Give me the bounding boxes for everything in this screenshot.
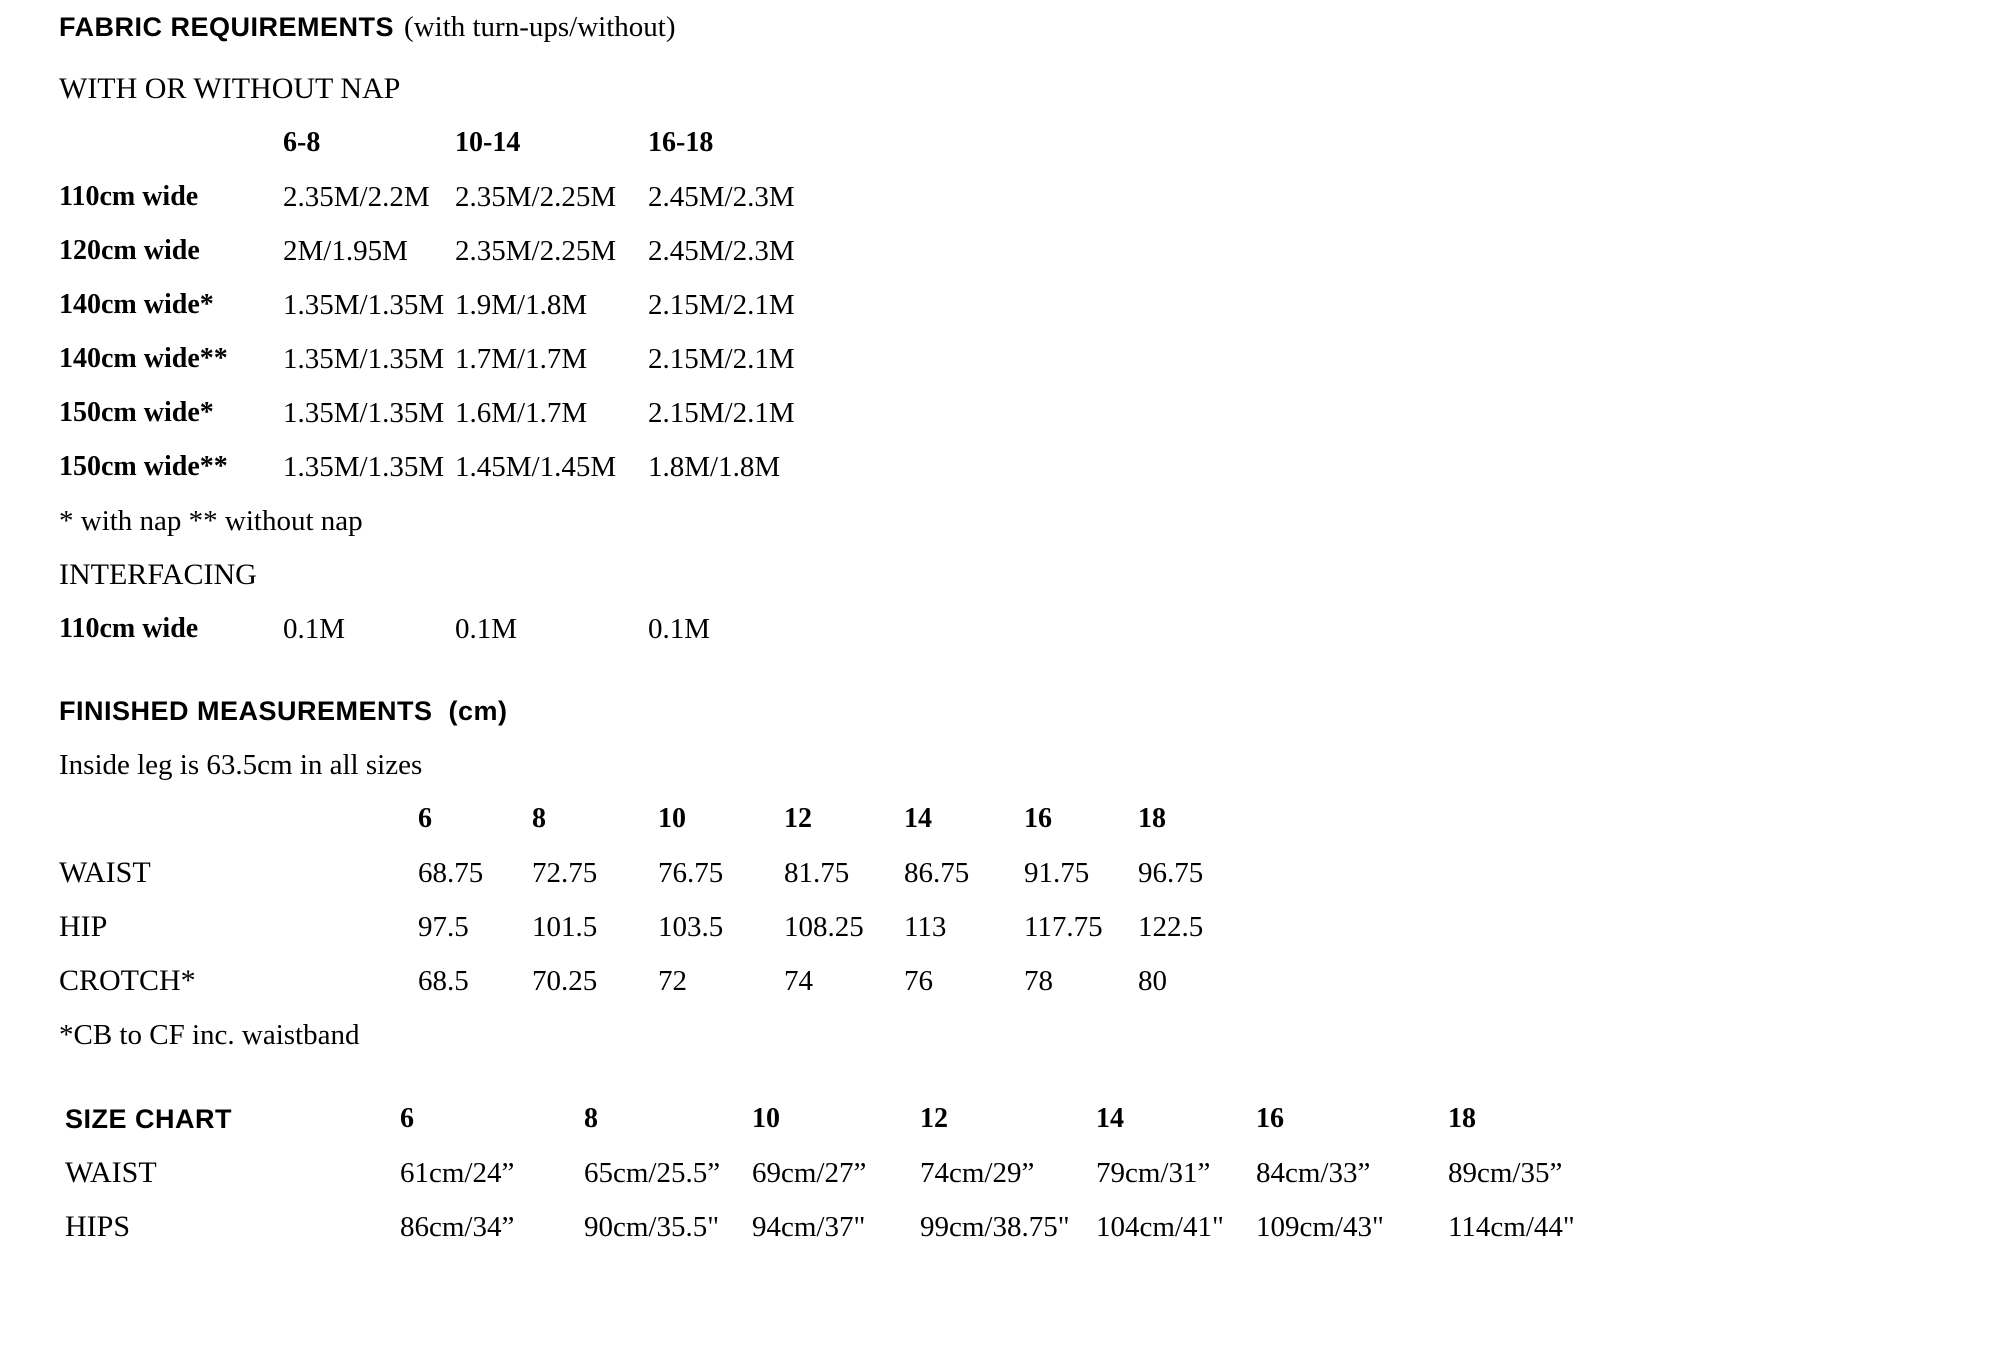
row-label: 110cm wide [59,613,199,644]
cell-value: 104cm/41" [1096,1210,1224,1243]
cell-value: 94cm/37" [752,1210,866,1243]
cell-value: 86cm/34” [400,1210,515,1243]
cell-value: 68.75 [418,856,484,889]
cell-value: 117.75 [1024,910,1103,943]
finished-measurements-table [59,792,2008,1008]
size-column-header-10: 10 [752,1103,780,1134]
interfacing-heading-row [59,548,2008,602]
cell-value: 0.1M [455,612,518,645]
interfacing-row-110cm [59,602,2008,656]
crotch-footnote: *CB to CF inc. waistband [59,1018,360,1051]
row-label: 140cm wide* [59,289,214,320]
cell-value: 78 [1024,964,1053,997]
cell-value: 72.75 [532,856,598,889]
finished-table-header-row [59,792,2008,846]
size-chart-table [59,1092,2008,1254]
size-column-header-14: 14 [1096,1103,1124,1134]
cell-value: 113 [904,910,947,943]
size-column-header-16: 16 [1256,1103,1284,1134]
size-column-header-12: 12 [920,1103,948,1134]
cell-value: 70.25 [532,964,598,997]
fabric-row-120cm [59,224,2008,278]
cell-value: 2.35M/2.25M [455,234,617,267]
cell-value: 81.75 [784,856,850,889]
cell-value: 72 [658,964,687,997]
size-chart-row-hips [59,1200,2008,1254]
nap-footnote-row [59,494,2008,548]
cell-value: 1.35M/1.35M [283,396,445,429]
cell-value: 0.1M [283,612,346,645]
size-chart-row-waist [59,1146,2008,1200]
nap-note: WITH OR WITHOUT NAP [59,72,401,105]
cell-value: 2.35M/2.25M [455,180,617,213]
size-column-header-18: 18 [1448,1103,1476,1134]
fabric-row-150cm-with-nap [59,386,2008,440]
cell-value: 2.15M/2.1M [648,342,795,375]
cell-value: 76 [904,964,933,997]
size-column-header-16: 16 [1024,803,1052,834]
cell-value: 2.15M/2.1M [648,288,795,321]
cell-value: 2.45M/2.3M [648,180,795,213]
cell-value: 103.5 [658,910,724,943]
cell-value: 1.35M/1.35M [283,288,445,321]
size-column-header-18: 18 [1138,803,1166,834]
cell-value: 122.5 [1138,910,1204,943]
size-column-header-6: 6 [418,803,432,834]
cell-value: 1.35M/1.35M [283,342,445,375]
fabric-row-140cm-without-nap [59,332,2008,386]
cell-value: 61cm/24” [400,1156,515,1189]
size-column-header-14: 14 [904,803,932,834]
cell-value: 74cm/29” [920,1156,1035,1189]
size-column-header-10: 10 [658,803,686,834]
cell-value: 97.5 [418,910,469,943]
fabric-requirements-title: FABRIC REQUIREMENTS [59,11,395,42]
row-label: HIP [59,910,108,943]
cell-value: 74 [784,964,813,997]
row-label: 150cm wide* [59,397,214,428]
cell-value: 68.5 [418,964,469,997]
fabric-row-150cm-without-nap [59,440,2008,494]
cell-value: 109cm/43" [1256,1210,1384,1243]
fabric-table-header-row [59,116,2008,170]
size-column-header-6-8: 6-8 [283,127,321,158]
inside-leg-note-row [59,738,2008,792]
size-chart-title: SIZE CHART [65,1103,232,1134]
nap-note-row [59,62,2008,116]
cell-value: 65cm/25.5” [584,1156,721,1189]
fabric-requirements-subtitle: (with turn-ups/without) [404,10,676,43]
row-label: CROTCH* [59,964,196,997]
size-column-header-8: 8 [532,803,546,834]
inside-leg-note: Inside leg is 63.5cm in all sizes [59,748,423,781]
cell-value: 80 [1138,964,1167,997]
finished-row-hip [59,900,2008,954]
row-label: WAIST [59,856,151,889]
cell-value: 2M/1.95M [283,234,408,267]
row-label: 150cm wide** [59,451,228,482]
cell-value: 84cm/33” [1256,1156,1371,1189]
finished-measurements-title: FINISHED MEASUREMENTS (cm) [59,695,508,726]
crotch-footnote-row [59,1008,2008,1062]
cell-value: 1.8M/1.8M [648,450,781,483]
cell-value: 91.75 [1024,856,1090,889]
cell-value: 96.75 [1138,856,1204,889]
cell-value: 99cm/38.75" [920,1210,1070,1243]
fabric-table [59,116,2008,494]
cell-value: 86.75 [904,856,970,889]
cell-value: 76.75 [658,856,724,889]
cell-value: 89cm/35” [1448,1156,1563,1189]
row-label: 140cm wide** [59,343,228,374]
cell-value: 2.15M/2.1M [648,396,795,429]
row-label: 110cm wide [59,181,199,212]
fabric-row-140cm-with-nap [59,278,2008,332]
cell-value: 79cm/31” [1096,1156,1211,1189]
cell-value: 2.35M/2.2M [283,180,430,213]
section-gap [59,1062,2008,1092]
size-column-header-12: 12 [784,803,812,834]
cell-value: 69cm/27” [752,1156,867,1189]
section-gap [59,656,2008,684]
cell-value: 114cm/44" [1448,1210,1575,1243]
row-label: HIPS [65,1210,131,1243]
fabric-requirements-header [59,0,2008,54]
size-column-header-8: 8 [584,1103,598,1134]
cell-value: 2.45M/2.3M [648,234,795,267]
size-column-header-16-18: 16-18 [648,127,714,158]
cell-value: 1.35M/1.35M [283,450,445,483]
interfacing-heading: INTERFACING [59,558,257,591]
fabric-row-110cm [59,170,2008,224]
row-label: WAIST [65,1156,157,1189]
finished-row-waist [59,846,2008,900]
cell-value: 108.25 [784,910,864,943]
cell-value: 90cm/35.5" [584,1210,720,1243]
size-column-header-10-14: 10-14 [455,127,521,158]
nap-footnote: * with nap ** without nap [59,504,363,537]
size-column-header-6: 6 [400,1103,414,1134]
cell-value: 0.1M [648,612,711,645]
size-chart-header-row [59,1092,2008,1146]
cell-value: 1.6M/1.7M [455,396,588,429]
cell-value: 1.45M/1.45M [455,450,617,483]
cell-value: 1.9M/1.8M [455,288,588,321]
finished-measurements-header [59,684,2008,738]
cell-value: 1.7M/1.7M [455,342,588,375]
cell-value: 101.5 [532,910,598,943]
finished-row-crotch [59,954,2008,1008]
row-label: 120cm wide [59,235,200,266]
